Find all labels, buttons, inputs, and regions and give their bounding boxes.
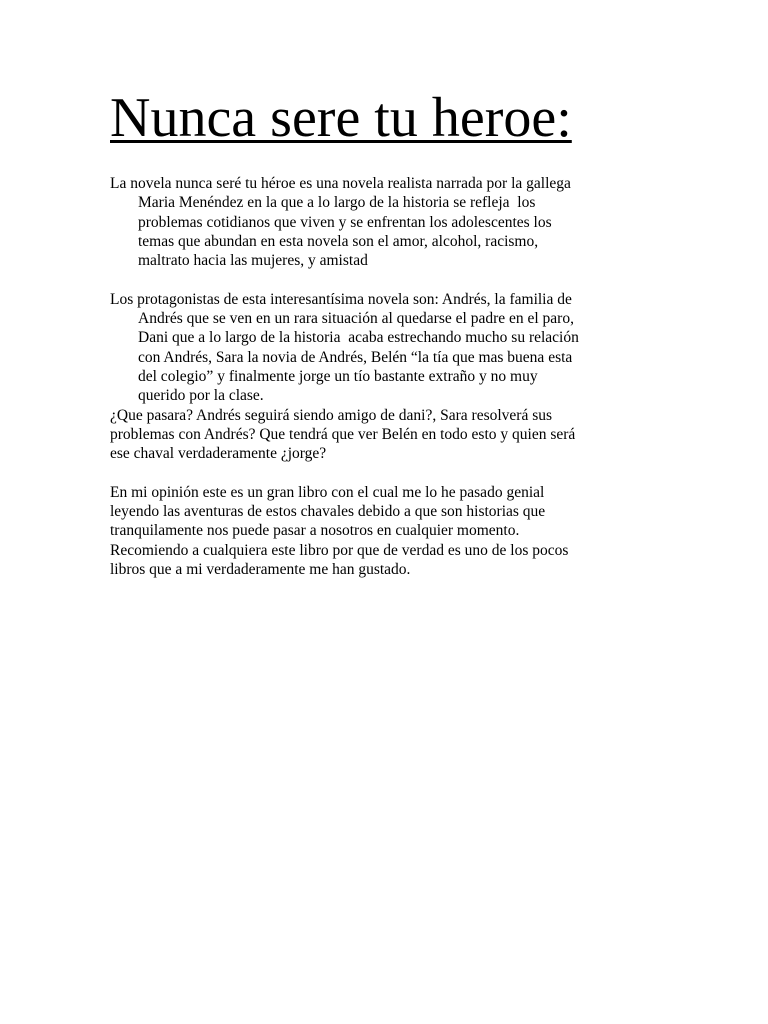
text-line: con Andrés, Sara la novia de Andrés, Belén “la tía que mas buena esta xyxy=(138,348,573,366)
text-line: ¿Que pasara? Andrés seguirá siendo amigo de dani?, Sara resolverá sus xyxy=(110,406,553,424)
document-body xyxy=(110,174,670,579)
text-line: libros que a mi verdaderamente me han gustado. xyxy=(110,560,411,578)
text-line: Recomiendo a cualquiera este libro por que de verdad es uno de los pocos xyxy=(110,541,569,559)
paragraph-protagonists xyxy=(110,290,670,406)
paragraph-spacer xyxy=(110,270,670,289)
text-line: Andrés que se ven en un rara situación al quedarse el padre en el paro, xyxy=(138,310,574,328)
paragraph-questions xyxy=(110,406,670,464)
text-line: Maria Menéndez en la que a lo largo de la historia se refleja los xyxy=(138,194,536,212)
paragraph-opinion xyxy=(110,483,670,579)
text-line: Los protagonistas de esta interesantísima novela son: Andrés, la familia de xyxy=(110,290,572,308)
paragraph-intro xyxy=(110,174,670,270)
text-line: En mi opinión este es un gran libro con el cual me lo he pasado genial xyxy=(110,483,545,501)
text-line: Dani que a lo largo de la historia acaba estrechando mucho su relación xyxy=(138,329,579,347)
document-title: Nunca sere tu heroe: xyxy=(110,87,572,149)
text-line: tranquilamente nos puede pasar a nosotros en cualquier momento. xyxy=(110,522,520,540)
text-line: maltrato hacia las mujeres, y amistad xyxy=(138,252,368,270)
text-line: querido por la clase. xyxy=(138,387,264,405)
text-line: temas que abundan en esta novela son el amor, alcohol, racismo, xyxy=(138,232,539,250)
text-line: problemas con Andrés? Que tendrá que ver Belén en todo esto y quien será xyxy=(110,425,576,443)
text-line: La novela nunca seré tu héroe es una novela realista narrada por la gallega xyxy=(110,175,571,192)
paragraph-spacer xyxy=(110,463,670,482)
text-line: leyendo las aventuras de estos chavales debido a que son historias que xyxy=(110,503,546,521)
text-line: ese chaval verdaderamente ¿jorge? xyxy=(110,445,327,463)
text-line: problemas cotidianos que viven y se enfrentan los adolescentes los xyxy=(138,213,552,231)
text-line: del colegio” y finalmente jorge un tío bastante extraño y no muy xyxy=(138,367,538,385)
